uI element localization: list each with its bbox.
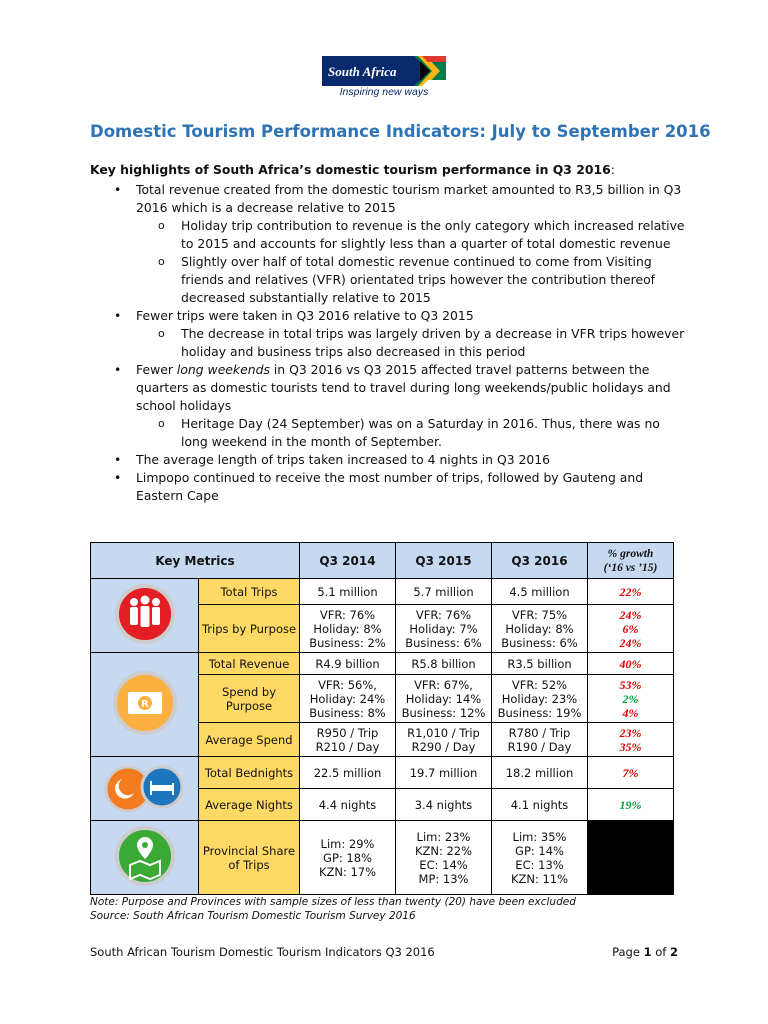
table-row <box>91 757 674 789</box>
svg-text:R: R <box>140 699 149 710</box>
money-icon <box>92 658 198 748</box>
bullet-item: • Total revenue created from the domestic tourism market amounted to R3,5 billion in Q3 2016 which is a decrease relative to 2015 <box>114 182 682 215</box>
value-q3-2014: R950 / Trip R210 / Day <box>300 723 396 757</box>
sub-bullet-item: o Holiday trip contribution to revenue is the only category which increased relative to 2015 and accounts for slightly less than a quarter of total domestic revenue <box>158 218 685 251</box>
growth-value: 40% <box>588 653 674 675</box>
source-line: Source: South African Tourism Domestic Tourism Survey 2016 <box>90 910 416 922</box>
value-q3-2014: 4.4 nights <box>300 789 396 821</box>
svg-text:South Africa: South Africa <box>328 64 397 79</box>
metric-label: Total Trips <box>199 579 300 605</box>
header-q3-2015: Q3 2015 <box>396 543 492 579</box>
value-q3-2014: 5.1 million <box>300 579 396 605</box>
footer-title: South African Tourism Domestic Tourism Indicators Q3 2016 <box>90 945 435 959</box>
key-metrics-table <box>90 542 674 895</box>
icon-cell <box>91 653 199 757</box>
metric-label: Average Spend <box>199 723 300 757</box>
value-q3-2016: 4.1 nights <box>492 789 588 821</box>
header-q3-2016: Q3 2016 <box>492 543 588 579</box>
highlights-list <box>90 181 690 505</box>
value-q3-2014: VFR: 76% Holiday: 8% Business: 2% <box>300 605 396 653</box>
value-q3-2014: Lim: 29% GP: 18% KZN: 17% <box>300 821 396 895</box>
header-q3-2014: Q3 2014 <box>300 543 396 579</box>
value-q3-2015: VFR: 76% Holiday: 7% Business: 6% <box>396 605 492 653</box>
growth-value: 23% 35% <box>588 723 674 757</box>
metric-label: Provincial Share of Trips <box>199 821 300 895</box>
value-q3-2015: 5.7 million <box>396 579 492 605</box>
icon-cell <box>91 579 199 653</box>
value-q3-2014: VFR: 56%, Holiday: 24% Business: 8% <box>300 675 396 723</box>
logo-tagline: Inspiring new ways <box>339 86 429 98</box>
metric-label: Trips by Purpose <box>199 605 300 653</box>
value-q3-2015: 3.4 nights <box>396 789 492 821</box>
growth-value: 53% 2% 4% <box>588 675 674 723</box>
value-q3-2016: Lim: 35% GP: 14% EC: 13% KZN: 11% <box>492 821 588 895</box>
sub-bullet-item: o The decrease in total trips was largely driven by a decrease in VFR trips however holiday and business trips also decreased in this period <box>158 326 685 359</box>
bullet-item: • Fewer long weekends in Q3 2016 vs Q3 2015 affected travel patterns between the quarters as domestic tourists tend to travel during long weekends/public holidays and school holidays <box>114 362 671 413</box>
page-number: Page 1 of 2 <box>612 945 678 959</box>
note-line: Note: Purpose and Provinces with sample sizes of less than twenty (20) have been excluded <box>90 896 576 908</box>
sub-bullet-item: o Slightly over half of total domestic revenue continued to come from Visiting friends and relatives (VFR) orientated trips however the contribution thereof decreased substantially relative to 2015 <box>158 254 656 305</box>
bullet-item: • The average length of trips taken increased to 4 nights in Q3 2016 <box>114 452 551 467</box>
metric-label: Total Bednights <box>199 757 300 789</box>
value-q3-2016: VFR: 75% Holiday: 8% Business: 6% <box>492 605 588 653</box>
metric-label: Average Nights <box>199 789 300 821</box>
table-header-row <box>91 543 674 579</box>
value-q3-2016: R780 / Trip R190 / Day <box>492 723 588 757</box>
page-title: Domestic Tourism Performance Indicators: July to September 2016 <box>90 122 711 141</box>
value-q3-2016: R3.5 billion <box>492 653 588 675</box>
table-notes <box>90 895 576 923</box>
value-q3-2015: R5.8 billion <box>396 653 492 675</box>
table-row <box>91 653 674 675</box>
night-bed-icon <box>92 757 198 817</box>
table-row <box>91 821 674 895</box>
value-q3-2015: VFR: 67%, Holiday: 14% Business: 12% <box>396 675 492 723</box>
value-q3-2015: Lim: 23% KZN: 22% EC: 14% MP: 13% <box>396 821 492 895</box>
header-key-metrics: Key Metrics <box>91 543 300 579</box>
growth-value: 22% <box>588 579 674 605</box>
highlights-heading: Key highlights of South Africa’s domestic tourism performance in Q3 2016: <box>90 162 615 177</box>
value-q3-2016: 18.2 million <box>492 757 588 789</box>
icon-cell <box>91 757 199 821</box>
icon-cell <box>91 821 199 895</box>
bullet-item: • Fewer trips were taken in Q3 2016 relative to Q3 2015 <box>114 308 474 323</box>
blank-cell <box>588 821 674 895</box>
value-q3-2016: VFR: 52% Holiday: 23% Business: 19% <box>492 675 588 723</box>
header-growth: % growth (‘16 vs ’15) <box>588 543 674 579</box>
value-q3-2014: 22.5 million <box>300 757 396 789</box>
value-q3-2015: 19.7 million <box>396 757 492 789</box>
value-q3-2015: R1,010 / Trip R290 / Day <box>396 723 492 757</box>
metric-label: Spend by Purpose <box>199 675 300 723</box>
growth-value: 24% 6% 24% <box>588 605 674 653</box>
growth-value: 19% <box>588 789 674 821</box>
value-q3-2014: R4.9 billion <box>300 653 396 675</box>
sub-bullet-item: o Heritage Day (24 September) was on a Saturday in 2016. Thus, there was no long weekend in the month of September. <box>158 416 660 449</box>
bullet-item: • Limpopo continued to receive the most number of trips, followed by Gauteng and Eastern Cape <box>114 470 644 503</box>
value-q3-2016: 4.5 million <box>492 579 588 605</box>
people-icon <box>92 580 198 648</box>
growth-value: 7% <box>588 757 674 789</box>
table-row <box>91 579 674 605</box>
map-pin-icon <box>92 821 198 891</box>
metric-label: Total Revenue <box>199 653 300 675</box>
